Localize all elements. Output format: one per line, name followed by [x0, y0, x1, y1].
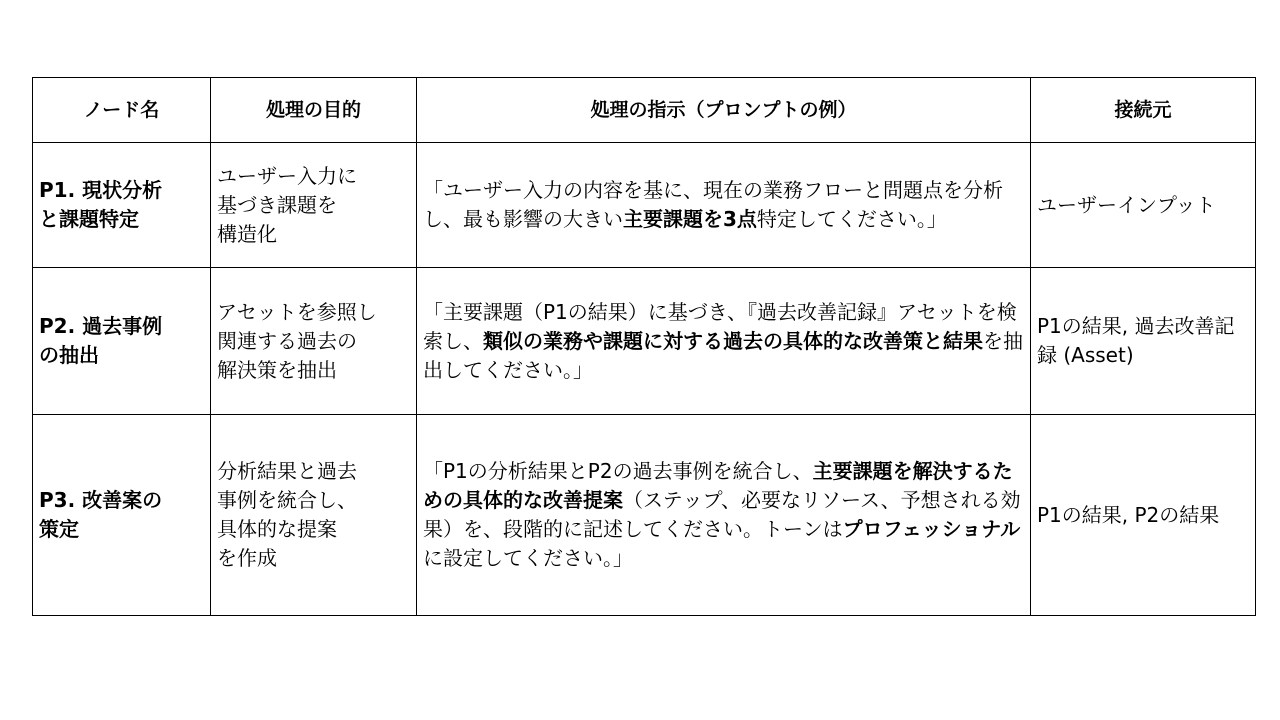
instruction-cell: [417, 415, 1031, 616]
table-row-p2: [33, 268, 1256, 415]
source-cell: P1の結果, 過去改善記録 (Asset): [1031, 268, 1256, 415]
instruction-emphasis: 類似の業務や課題に対する過去の具体的な改善策と結果: [483, 328, 983, 353]
header-source: 接続元: [1031, 78, 1256, 143]
purpose-line: 事例を統合し、: [217, 488, 357, 512]
purpose-line: アセットを参照し: [217, 299, 377, 324]
instruction-emphasis: 主要課題を解決するための具体的な改善提案: [423, 459, 1013, 512]
instruction-text: 特定してください。」: [756, 207, 947, 231]
purpose-line: 解決策を抽出: [217, 357, 337, 382]
instruction-emphasis: 主要課題を3点: [623, 207, 757, 231]
node-name-line: 策定: [39, 517, 79, 541]
purpose-line: 基づき課題を: [217, 192, 337, 217]
table-row-p1: [33, 143, 1256, 268]
instruction-text: に設定してください。」: [423, 546, 633, 570]
node-name-line: P3. 改善案の: [39, 488, 163, 512]
purpose-cell: [211, 415, 417, 616]
instruction-text: 「ユーザー入力の内容を基に、現在の業務フローと問題点を分析し、最も影響の大きい: [423, 178, 1003, 231]
instruction-cell: [417, 268, 1031, 415]
node-name-cell: [33, 268, 211, 415]
purpose-line: ユーザー入力に: [217, 163, 357, 188]
instruction-text: 「P1の分析結果とP2の過去事例を統合し、: [423, 459, 813, 483]
purpose-cell: [211, 143, 417, 268]
node-name-line: P1. 現状分析: [39, 178, 163, 202]
instruction-text: を抽出してください。」: [423, 328, 1023, 382]
node-name-line: と課題特定: [39, 207, 139, 231]
header-node-name: ノード名: [33, 78, 211, 143]
header-instruction: 処理の指示（プロンプトの例）: [417, 78, 1031, 143]
source-cell: ユーザーインプット: [1031, 143, 1256, 268]
instruction-text: （ステップ、必要なリソース、予想される効果）を、段階的に記述してください。トーンは: [423, 488, 1021, 541]
instruction-emphasis: プロフェッショナル: [842, 517, 1021, 541]
node-table: [32, 77, 1256, 616]
node-name-cell: [33, 415, 211, 616]
purpose-cell: [211, 268, 417, 415]
node-name-cell: [33, 143, 211, 268]
purpose-line: を作成: [217, 546, 277, 570]
node-name-line: の抽出: [39, 343, 99, 367]
header-row: [33, 78, 1256, 143]
purpose-line: 分析結果と過去: [217, 459, 357, 483]
header-purpose: 処理の目的: [211, 78, 417, 143]
table-row-p3: [33, 415, 1256, 616]
purpose-line: 構造化: [217, 221, 277, 246]
source-cell: P1の結果, P2の結果: [1031, 415, 1256, 616]
instruction-text: 「主要課題（P1の結果）に基づき、『過去改善記録』アセットを検索し、: [423, 299, 1017, 353]
purpose-line: 具体的な提案: [217, 517, 337, 541]
node-name-line: P2. 過去事例: [39, 314, 163, 338]
instruction-cell: [417, 143, 1031, 268]
purpose-line: 関連する過去の: [217, 328, 357, 353]
